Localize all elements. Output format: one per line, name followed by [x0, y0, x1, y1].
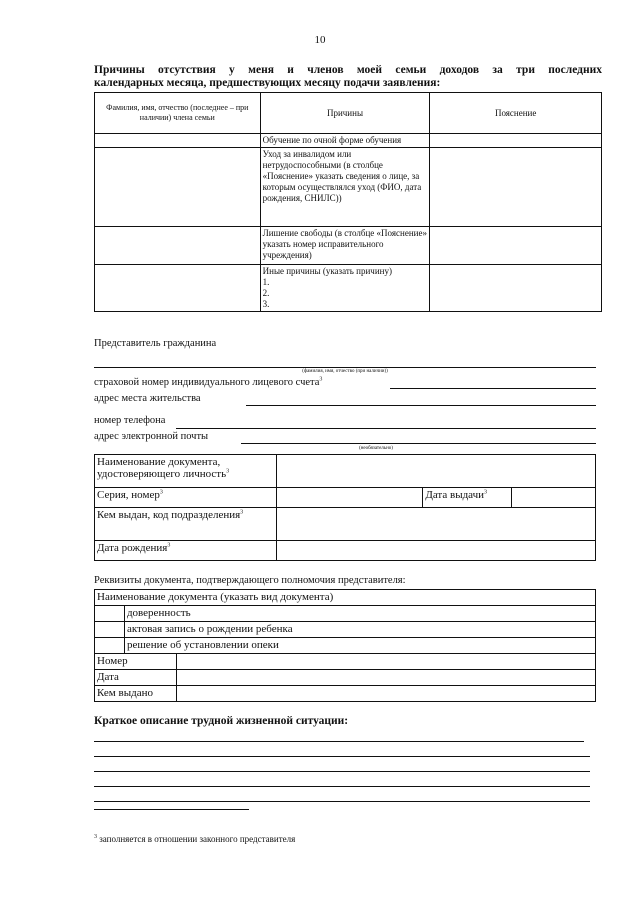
number-cell[interactable] — [176, 654, 595, 670]
address-line[interactable] — [246, 405, 596, 406]
page-number: 10 — [314, 34, 326, 46]
option-checkbox[interactable] — [95, 622, 125, 638]
explanation-cell[interactable] — [430, 134, 602, 148]
reason-cell: Лишение свободы (в столбце «Пояснение» указать номер исправительного учреждения) — [260, 227, 430, 265]
issued-by-cell[interactable] — [276, 508, 595, 541]
option-checkbox[interactable] — [95, 638, 125, 654]
date-label: Дата — [95, 670, 177, 686]
situation-line[interactable] — [94, 756, 590, 757]
series-label-cell: Серия, номер$^3$ — [95, 488, 277, 508]
footnote: $^3$ заполняется в отношении законного представителя — [94, 834, 296, 844]
option-birth-record: актовая запись о рождении ребенка — [124, 622, 595, 638]
fio-line[interactable] — [94, 367, 596, 368]
other-reason-item[interactable]: 3. — [262, 299, 270, 309]
section-heading — [94, 64, 602, 90]
table-row — [95, 670, 596, 686]
member-cell[interactable] — [95, 227, 261, 265]
table-row — [95, 606, 596, 622]
table-row — [95, 622, 596, 638]
email-caption: (необязательно) — [359, 446, 393, 451]
reason-cell: Обучение по очной форме обучения — [260, 134, 430, 148]
table-row — [95, 148, 602, 227]
table-row — [95, 488, 596, 508]
phone-label: номер телефона — [94, 415, 166, 426]
header-explanation: Пояснение — [430, 93, 602, 134]
authority-doc-name-label: Наименование документа (указать вид документа) — [95, 590, 596, 606]
situation-line[interactable] — [94, 771, 590, 772]
table-row — [95, 541, 596, 561]
issue-date-label-cell: Дата выдачи$^3$ — [423, 488, 512, 508]
snils-label: страховой номер индивидуального лицевого счета$^3$ — [94, 376, 323, 388]
situation-title: Краткое описание трудной жизненной ситуации: — [94, 715, 349, 727]
header-reasons: Причины — [260, 93, 430, 134]
table-row — [95, 455, 596, 488]
situation-line[interactable] — [94, 801, 590, 802]
snils-line[interactable] — [390, 388, 596, 389]
reasons-table — [94, 92, 602, 312]
issued-by-label: Кем выдано — [95, 686, 177, 702]
series-cell[interactable] — [276, 488, 423, 508]
member-cell[interactable] — [95, 265, 261, 312]
member-cell[interactable] — [95, 148, 261, 227]
situation-line[interactable] — [94, 786, 590, 787]
option-checkbox[interactable] — [95, 606, 125, 622]
other-reason-item[interactable]: 1. — [262, 277, 270, 287]
heading-line-2: календарных месяца, предшествующих месяцу подачи заявления: — [94, 77, 441, 89]
phone-line[interactable] — [176, 428, 596, 429]
footnote-separator — [94, 809, 249, 810]
issued-by-label-cell: Кем выдан, код подразделения$^3$ — [95, 508, 277, 541]
heading-line-1: Причины отсутствия у меня и членов моей семьи доходов за три последних — [94, 64, 602, 76]
header-family-member: Фамилия, имя, отчество (последнее – при наличии) члена семьи — [95, 93, 261, 134]
birth-date-label-cell: Дата рождения$^3$ — [95, 541, 277, 561]
table-row — [95, 227, 602, 265]
explanation-cell[interactable] — [430, 148, 602, 227]
situation-line[interactable] — [94, 741, 584, 742]
table-row — [95, 508, 596, 541]
authority-title: Реквизиты документа, подтверждающего полномочия представителя: — [94, 575, 406, 586]
member-cell[interactable] — [95, 134, 261, 148]
table-row — [95, 590, 596, 606]
date-cell[interactable] — [176, 670, 595, 686]
table-row — [95, 654, 596, 670]
table-row — [95, 686, 596, 702]
option-power-of-attorney: доверенность — [124, 606, 595, 622]
issue-date-cell[interactable] — [512, 488, 596, 508]
reason-cell — [260, 265, 430, 312]
reason-cell: Уход за инвалидом или нетрудоспособными (в столбце «Пояснение» указать сведения о лице, за которым осуществлялся уход (ФИО, дата рождения, СНИЛС)) — [260, 148, 430, 227]
representative-title: Представитель гражданина — [94, 338, 217, 349]
number-label: Номер — [95, 654, 177, 670]
birth-date-cell[interactable] — [276, 541, 595, 561]
address-label: адрес места жительства — [94, 393, 201, 404]
option-guardianship-decision: решение об установлении опеки — [124, 638, 595, 654]
other-reason-item[interactable]: 2. — [262, 288, 270, 298]
email-line[interactable] — [241, 443, 596, 444]
explanation-cell[interactable] — [430, 265, 602, 312]
explanation-cell[interactable] — [430, 227, 602, 265]
authority-table — [94, 589, 596, 702]
reasons-table-header — [95, 93, 602, 134]
doc-name-cell[interactable] — [276, 455, 595, 488]
table-row — [95, 638, 596, 654]
table-row — [95, 265, 602, 312]
email-label: адрес электронной почты — [94, 431, 209, 442]
id-document-table — [94, 454, 596, 561]
doc-name-label-cell: Наименование документа, удостоверяющего личность$^3$ — [95, 455, 277, 488]
table-row — [95, 134, 602, 148]
issued-by-cell[interactable] — [176, 686, 595, 702]
fio-caption: (фамилия, имя, отчество (при наличии)) — [302, 369, 388, 374]
other-reasons-label: Иные причины (указать причину) — [262, 266, 392, 276]
